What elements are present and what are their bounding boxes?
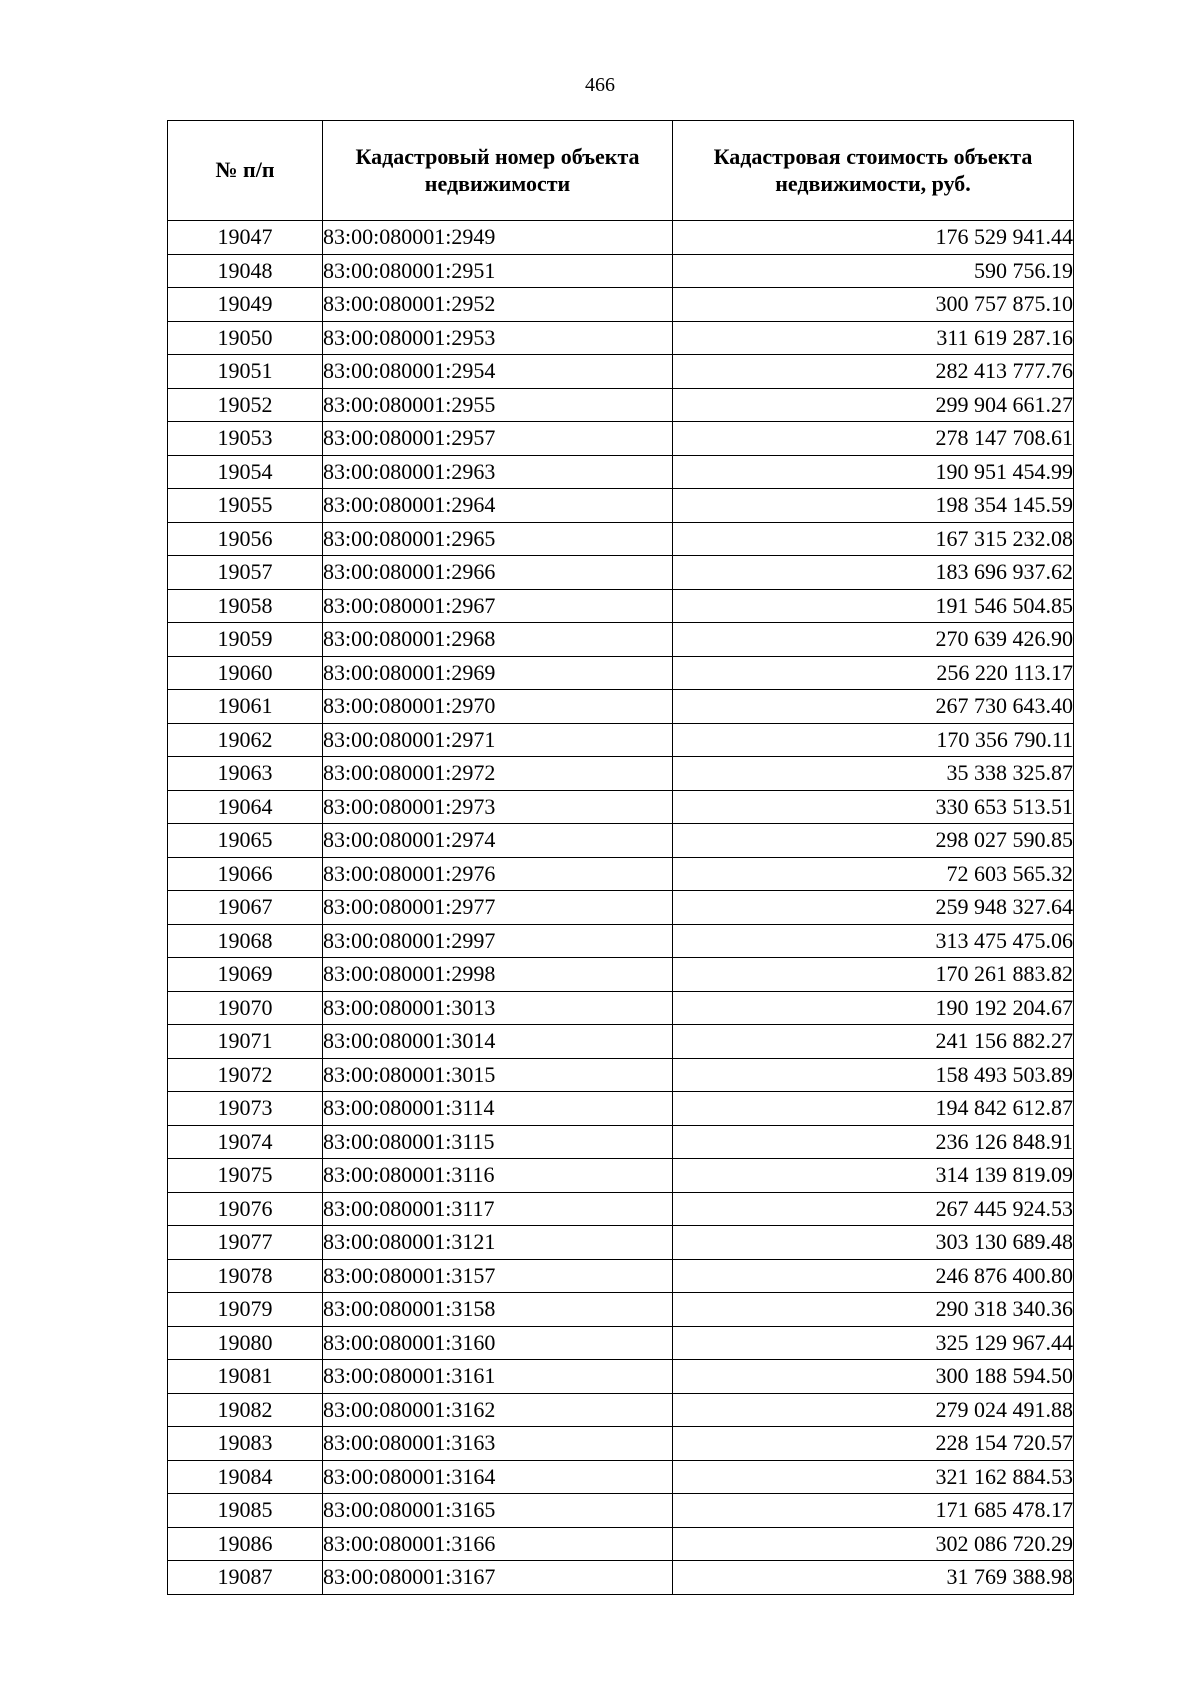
row-number-cell: 19073 [168,1092,323,1126]
cadastral-number-cell: 83:00:080001:3160 [323,1326,673,1360]
row-number-cell: 19079 [168,1293,323,1327]
table-row [168,991,1074,1025]
cadastral-number-cell: 83:00:080001:2976 [323,857,673,891]
row-number-cell: 19065 [168,824,323,858]
row-number-cell: 19052 [168,388,323,422]
cadastral-number-cell: 83:00:080001:2997 [323,924,673,958]
row-number-cell: 19084 [168,1460,323,1494]
cadastral-value-cell: 299 904 661.27 [673,388,1074,422]
row-number-cell: 19070 [168,991,323,1025]
header-row-number: № п/п [168,121,323,221]
row-number-cell: 19087 [168,1561,323,1595]
cadastral-number-cell: 83:00:080001:2968 [323,623,673,657]
row-number-cell: 19082 [168,1393,323,1427]
table-header-row [168,121,1074,221]
row-number-cell: 19076 [168,1192,323,1226]
cadastral-number-cell: 83:00:080001:3121 [323,1226,673,1260]
cadastral-value-cell: 170 261 883.82 [673,958,1074,992]
cadastral-number-cell: 83:00:080001:2951 [323,254,673,288]
table-row [168,388,1074,422]
table-row [168,288,1074,322]
cadastral-number-cell: 83:00:080001:2952 [323,288,673,322]
cadastral-value-cell: 279 024 491.88 [673,1393,1074,1427]
table-row [168,690,1074,724]
cadastral-value-cell: 246 876 400.80 [673,1259,1074,1293]
cadastral-value-cell: 236 126 848.91 [673,1125,1074,1159]
cadastral-value-cell: 198 354 145.59 [673,489,1074,523]
cadastral-value-cell: 228 154 720.57 [673,1427,1074,1461]
row-number-cell: 19074 [168,1125,323,1159]
table-row [168,1192,1074,1226]
row-number-cell: 19085 [168,1494,323,1528]
table-row [168,455,1074,489]
cadastral-number-cell: 83:00:080001:2969 [323,656,673,690]
cadastral-value-cell: 183 696 937.62 [673,556,1074,590]
cadastral-value-cell: 158 493 503.89 [673,1058,1074,1092]
cadastral-value-cell: 290 318 340.36 [673,1293,1074,1327]
row-number-cell: 19081 [168,1360,323,1394]
cadastral-value-cell: 330 653 513.51 [673,790,1074,824]
cadastral-value-cell: 241 156 882.27 [673,1025,1074,1059]
row-number-cell: 19080 [168,1326,323,1360]
table-row [168,857,1074,891]
row-number-cell: 19078 [168,1259,323,1293]
table-row [168,1360,1074,1394]
row-number-cell: 19061 [168,690,323,724]
row-number-cell: 19086 [168,1527,323,1561]
cadastral-value-cell: 194 842 612.87 [673,1092,1074,1126]
cadastral-number-cell: 83:00:080001:2964 [323,489,673,523]
cadastral-value-cell: 300 188 594.50 [673,1360,1074,1394]
table-row [168,1259,1074,1293]
table-row [168,891,1074,925]
cadastral-value-cell: 171 685 478.17 [673,1494,1074,1528]
row-number-cell: 19058 [168,589,323,623]
row-number-cell: 19054 [168,455,323,489]
table-body [168,221,1074,1595]
table-row [168,522,1074,556]
cadastral-value-cell: 259 948 327.64 [673,891,1074,925]
header-cadastral-value: Кадастровая стоимость объекта недвижимости, руб. [673,121,1074,221]
cadastral-value-cell: 191 546 504.85 [673,589,1074,623]
cadastral-number-cell: 83:00:080001:3165 [323,1494,673,1528]
row-number-cell: 19072 [168,1058,323,1092]
cadastral-value-cell: 278 147 708.61 [673,422,1074,456]
cadastral-value-cell: 256 220 113.17 [673,656,1074,690]
cadastral-value-cell: 190 951 454.99 [673,455,1074,489]
table-row [168,221,1074,255]
table-row [168,723,1074,757]
table-row [168,321,1074,355]
cadastral-number-cell: 83:00:080001:2955 [323,388,673,422]
page-number: 466 [585,74,615,96]
table-row [168,1326,1074,1360]
cadastral-value-cell: 311 619 287.16 [673,321,1074,355]
table-row [168,1058,1074,1092]
cadastral-number-cell: 83:00:080001:3116 [323,1159,673,1193]
cadastral-value-cell: 267 730 643.40 [673,690,1074,724]
table-row [168,790,1074,824]
table-row [168,254,1074,288]
table-row [168,1393,1074,1427]
cadastral-number-cell: 83:00:080001:2954 [323,355,673,389]
cadastral-number-cell: 83:00:080001:3115 [323,1125,673,1159]
cadastral-value-cell: 190 192 204.67 [673,991,1074,1025]
cadastral-value-cell: 302 086 720.29 [673,1527,1074,1561]
row-number-cell: 19049 [168,288,323,322]
cadastral-number-cell: 83:00:080001:3015 [323,1058,673,1092]
table-row [168,1293,1074,1327]
row-number-cell: 19067 [168,891,323,925]
row-number-cell: 19056 [168,522,323,556]
cadastral-number-cell: 83:00:080001:2953 [323,321,673,355]
table-row [168,1092,1074,1126]
cadastral-number-cell: 83:00:080001:2970 [323,690,673,724]
cadastral-number-cell: 83:00:080001:2974 [323,824,673,858]
cadastral-number-cell: 83:00:080001:2998 [323,958,673,992]
table-row [168,1527,1074,1561]
cadastral-value-table [167,120,1074,1595]
cadastral-number-cell: 83:00:080001:3157 [323,1259,673,1293]
cadastral-number-cell: 83:00:080001:3161 [323,1360,673,1394]
table-row [168,656,1074,690]
row-number-cell: 19047 [168,221,323,255]
cadastral-number-cell: 83:00:080001:3158 [323,1293,673,1327]
cadastral-number-cell: 83:00:080001:3013 [323,991,673,1025]
cadastral-number-cell: 83:00:080001:2967 [323,589,673,623]
row-number-cell: 19060 [168,656,323,690]
table-row [168,1125,1074,1159]
cadastral-value-cell: 325 129 967.44 [673,1326,1074,1360]
cadastral-number-cell: 83:00:080001:3166 [323,1527,673,1561]
cadastral-value-cell: 267 445 924.53 [673,1192,1074,1226]
header-cadastral-number: Кадастровый номер объекта недвижимости [323,121,673,221]
cadastral-number-cell: 83:00:080001:3014 [323,1025,673,1059]
cadastral-number-cell: 83:00:080001:2957 [323,422,673,456]
table-row [168,824,1074,858]
cadastral-number-cell: 83:00:080001:2966 [323,556,673,590]
cadastral-value-cell: 35 338 325.87 [673,757,1074,791]
table-row [168,1159,1074,1193]
row-number-cell: 19069 [168,958,323,992]
row-number-cell: 19057 [168,556,323,590]
table-row [168,623,1074,657]
row-number-cell: 19075 [168,1159,323,1193]
table-row [168,1561,1074,1595]
cadastral-value-cell: 167 315 232.08 [673,522,1074,556]
table-row [168,422,1074,456]
table-row [168,757,1074,791]
cadastral-value-cell: 176 529 941.44 [673,221,1074,255]
cadastral-number-cell: 83:00:080001:2963 [323,455,673,489]
table-row [168,1494,1074,1528]
cadastral-value-cell: 170 356 790.11 [673,723,1074,757]
cadastral-number-cell: 83:00:080001:2971 [323,723,673,757]
cadastral-value-cell: 282 413 777.76 [673,355,1074,389]
table-row [168,556,1074,590]
cadastral-value-cell: 314 139 819.09 [673,1159,1074,1193]
row-number-cell: 19063 [168,757,323,791]
cadastral-number-cell: 83:00:080001:3114 [323,1092,673,1126]
row-number-cell: 19051 [168,355,323,389]
cadastral-number-cell: 83:00:080001:3117 [323,1192,673,1226]
cadastral-number-cell: 83:00:080001:2972 [323,757,673,791]
cadastral-value-cell: 321 162 884.53 [673,1460,1074,1494]
table-row [168,355,1074,389]
row-number-cell: 19068 [168,924,323,958]
table-row [168,489,1074,523]
cadastral-number-cell: 83:00:080001:3163 [323,1427,673,1461]
table-row [168,1427,1074,1461]
row-number-cell: 19050 [168,321,323,355]
table-row [168,958,1074,992]
cadastral-number-cell: 83:00:080001:2973 [323,790,673,824]
table-row [168,589,1074,623]
row-number-cell: 19071 [168,1025,323,1059]
row-number-cell: 19055 [168,489,323,523]
cadastral-value-cell: 590 756.19 [673,254,1074,288]
cadastral-value-cell: 303 130 689.48 [673,1226,1074,1260]
table-row [168,924,1074,958]
cadastral-value-cell: 313 475 475.06 [673,924,1074,958]
row-number-cell: 19048 [168,254,323,288]
row-number-cell: 19059 [168,623,323,657]
table-row [168,1226,1074,1260]
row-number-cell: 19064 [168,790,323,824]
cadastral-value-cell: 298 027 590.85 [673,824,1074,858]
row-number-cell: 19066 [168,857,323,891]
cadastral-value-cell: 72 603 565.32 [673,857,1074,891]
cadastral-value-cell: 31 769 388.98 [673,1561,1074,1595]
cadastral-number-cell: 83:00:080001:2965 [323,522,673,556]
row-number-cell: 19083 [168,1427,323,1461]
table-row [168,1025,1074,1059]
row-number-cell: 19053 [168,422,323,456]
cadastral-number-cell: 83:00:080001:3162 [323,1393,673,1427]
cadastral-value-cell: 300 757 875.10 [673,288,1074,322]
row-number-cell: 19062 [168,723,323,757]
cadastral-value-cell: 270 639 426.90 [673,623,1074,657]
cadastral-number-cell: 83:00:080001:3167 [323,1561,673,1595]
table-row [168,1460,1074,1494]
cadastral-number-cell: 83:00:080001:2949 [323,221,673,255]
cadastral-number-cell: 83:00:080001:3164 [323,1460,673,1494]
cadastral-number-cell: 83:00:080001:2977 [323,891,673,925]
row-number-cell: 19077 [168,1226,323,1260]
